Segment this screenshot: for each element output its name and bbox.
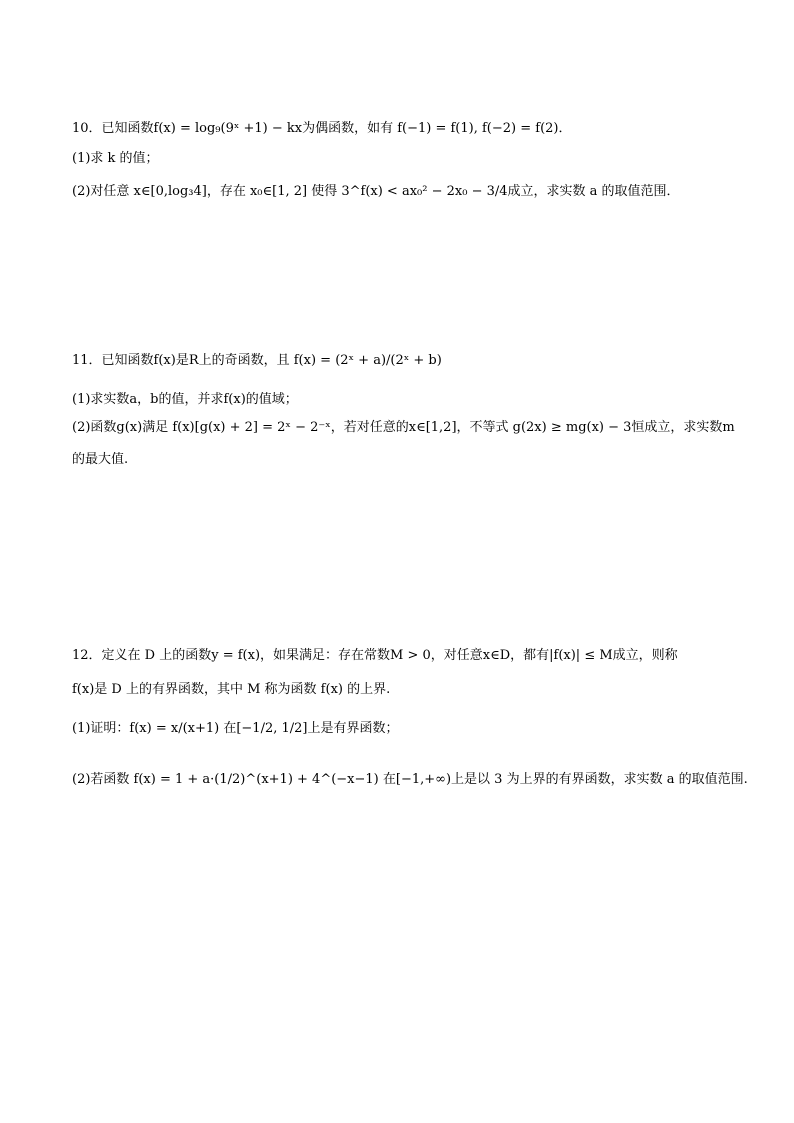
problem-11-part-2-cont: 的最大值. (72, 452, 129, 467)
problem-12-statement: 12．定义在 D 上的函数y = f(x)，如果满足：存在常数M > 0，对任意x∈D，都有|f(x)| ≤ M成立，则称 (72, 648, 678, 663)
problem-11-part-1: (1)求实数a，b的值，并求f(x)的值域； (72, 392, 298, 407)
problem-12-part-2: (2)若函数 f(x) = 1 + a·(1/2)^(x+1) + 4^(−x−1) 在[−1,+∞)上是以 3 为上界的有界函数，求实数 a 的取值范围. (72, 772, 748, 787)
problem-12-part-1: (1)证明：f(x) = x/(x+1) 在[−1/2, 1/2]上是有界函数； (72, 721, 399, 736)
problem-10-part-2: (2)对任意 x∈[0,log₃4]，存在 x₀∈[1, 2] 使得 3^f(x) < ax₀² − 2x₀ − 3/4成立，求实数 a 的取值范围． (72, 184, 680, 199)
problem-11-statement: 11．已知函数f(x)是R上的奇函数，且 f(x) = (2ˣ + a)/(2ˣ + b) (72, 353, 442, 368)
problem-10-statement: 10．已知函数f(x) = log₉(9ˣ +1) − kx为偶函数，如有 f(−1) = f(1), f(−2) = f(2)． (72, 121, 572, 136)
problem-10-part-1: (1)求 k 的值； (72, 151, 159, 166)
problem-11-part-2: (2)函数g(x)满足 f(x)[g(x) + 2] = 2ˣ − 2⁻ˣ，若对任意的x∈[1,2]，不等式 g(2x) ≥ mg(x) − 3恒成立，求实数m (72, 420, 735, 435)
problem-12-statement-cont: f(x)是 D 上的有界函数，其中 M 称为函数 f(x) 的上界. (72, 682, 391, 697)
